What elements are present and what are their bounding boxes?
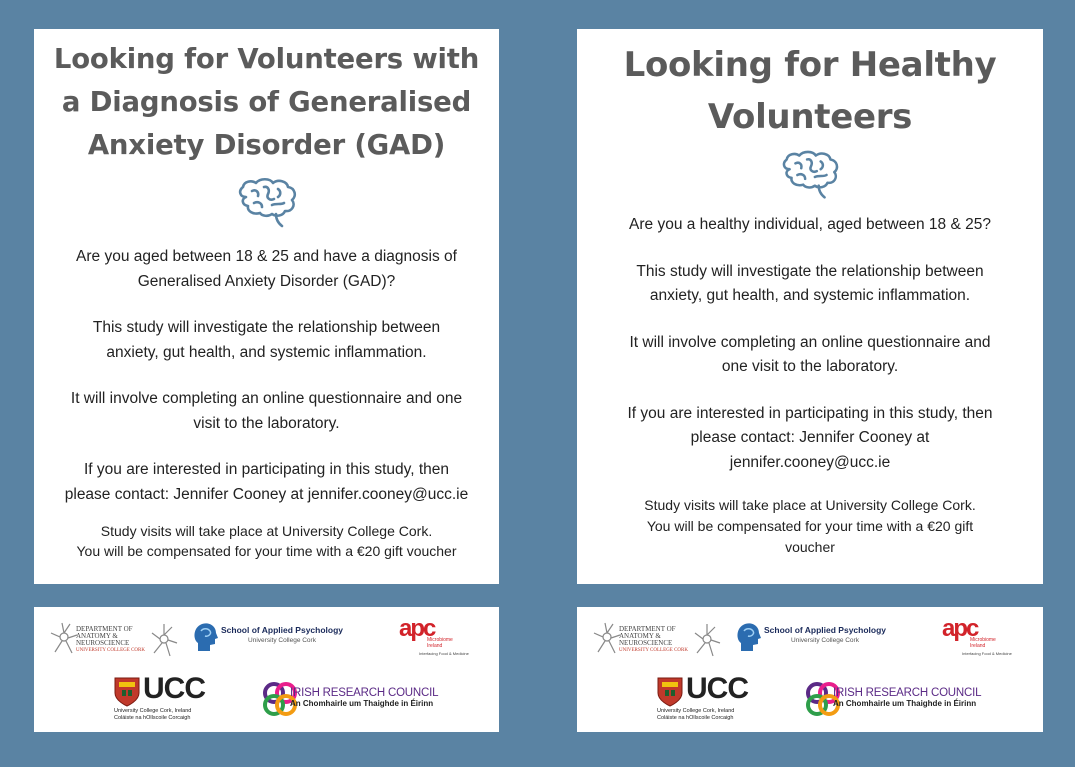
text-line: one visit to the laboratory. (721, 358, 899, 375)
applied-psychology-logo (735, 621, 900, 653)
text-line: Generalised Anxiety Disorder (GAD)? (137, 272, 396, 290)
ucc-wordmark: UCC (686, 672, 748, 705)
poster-healthy (577, 29, 1043, 584)
logo-text: DEPARTMENT OF (76, 625, 133, 633)
logo-text: UNIVERSITY COLLEGE CORK (619, 648, 688, 653)
logo-text: Ireland (427, 643, 443, 649)
logo-text: Microbiome (427, 637, 453, 643)
text-line: jennifer.cooney@ucc.ie (729, 453, 891, 471)
head-profile-icon (192, 621, 218, 653)
text-line: anxiety, gut health, and systemic inflammation. (106, 343, 427, 361)
logo-text: An Chomhairle um Thaighde in Éirinn (833, 699, 977, 708)
brain-icon (232, 177, 302, 229)
logo-text: Microbiome (970, 637, 996, 643)
anatomy-neuroscience-logo (593, 621, 713, 657)
neuron-icon (593, 621, 621, 655)
contact-text (577, 402, 1043, 476)
question-text (34, 245, 499, 294)
text-line: anxiety, gut health, and systemic inflammation. (649, 287, 971, 304)
text-line: please contact: Jennifer Cooney at (690, 429, 930, 446)
poster-title (577, 29, 1043, 143)
neuron-icon (50, 621, 78, 655)
logo-text: NEUROSCIENCE (76, 639, 130, 647)
neuron-icon (693, 623, 721, 657)
logo-text: University College Cork, Ireland (657, 708, 735, 714)
visit-info (577, 495, 1043, 558)
ucc-logo (657, 672, 757, 721)
logo-text: Coláiste na hOllscoile Corcaigh (657, 714, 734, 721)
logo-text: ANATOMY & (619, 632, 661, 640)
study-description (34, 316, 499, 365)
irish-research-council-logo (260, 679, 460, 719)
logo-strip (577, 607, 1043, 732)
text-line: If you are interested in participating in this study, then (83, 461, 450, 478)
study-description (577, 260, 1043, 309)
logo-text: IRISH RESEARCH COUNCIL (833, 687, 982, 699)
text-line: It will involve completing an online questionnaire and (629, 333, 991, 351)
title-line: Looking for Volunteers with (53, 43, 480, 75)
logo-text: NEUROSCIENCE (619, 639, 673, 647)
ucc-wordmark: UCC (143, 672, 205, 705)
logo-text: University College Cork, Ireland (114, 708, 192, 714)
text-line: It will involve completing an online questionnaire and one (70, 390, 463, 407)
text-line: Are you a healthy individual, aged between 18 & 25? (629, 216, 991, 233)
apc-microbiome-logo (942, 617, 1022, 659)
question-text (577, 213, 1043, 238)
logo-text: An Chomhairle um Thaighde in Éirinn (290, 699, 434, 708)
logo-text: Interfacing Food & Medicine (962, 651, 1012, 656)
logo-text: Ireland (970, 643, 986, 649)
title-line: Volunteers (707, 97, 913, 137)
logo-text: ANATOMY & (76, 632, 118, 640)
title-line: Anxiety Disorder (GAD) (87, 129, 446, 161)
poster-title (34, 29, 499, 167)
ucc-crest-icon (657, 677, 683, 707)
text-line: If you are interested in participating in this study, then (627, 404, 993, 422)
text-line: please contact: Jennifer Cooney at jennifer.cooney@ucc.ie (64, 485, 469, 503)
text-line: Are you aged between 18 & 25 and have a diagnosis of (76, 248, 457, 265)
logo-text: University College Cork (248, 637, 316, 644)
title-line: Looking for Healthy (623, 45, 997, 85)
text-line: This study will investigate the relationship between (636, 262, 984, 280)
visit-info (34, 521, 499, 561)
text-line: This study will investigate the relationship between (92, 319, 441, 336)
text-line: You will be compensated for your time with a €20 gift voucher (76, 543, 457, 559)
text-line: visit to the laboratory. (193, 414, 340, 432)
apc-mark: apc (942, 615, 978, 642)
anatomy-neuroscience-logo (50, 621, 170, 657)
title-line: a Diagnosis of Generalised (61, 86, 472, 118)
brain-icon (776, 149, 844, 201)
neuron-icon (150, 623, 178, 657)
applied-psychology-logo (192, 621, 357, 653)
logo-text: IRISH RESEARCH COUNCIL (290, 687, 439, 699)
logo-text: School of Applied Psychology (764, 625, 887, 635)
text-line: You will be compensated for your time with a €20 gift (646, 518, 974, 534)
text-line: voucher (785, 539, 835, 555)
text-line: Study visits will take place at University College Cork. (100, 523, 433, 539)
logo-text: Interfacing Food & Medicine (419, 651, 469, 656)
logo-text: School of Applied Psychology (221, 625, 344, 635)
apc-mark: apc (399, 615, 435, 642)
ucc-logo (114, 672, 214, 721)
text-line: Study visits will take place at University College Cork. (644, 497, 976, 513)
involvement-text (34, 387, 499, 436)
irish-research-council-logo (803, 679, 1003, 719)
contact-text (34, 458, 499, 507)
logo-text: DEPARTMENT OF (619, 625, 676, 633)
head-profile-icon (735, 621, 761, 653)
apc-microbiome-logo (399, 617, 479, 659)
ucc-crest-icon (114, 677, 140, 707)
logo-text: UNIVERSITY COLLEGE CORK (76, 648, 145, 653)
logo-text: Coláiste na hOllscoile Corcaigh (114, 714, 191, 721)
logo-strip (34, 607, 499, 732)
poster-gad (34, 29, 499, 584)
involvement-text (577, 331, 1043, 380)
logo-text: University College Cork (791, 637, 859, 644)
